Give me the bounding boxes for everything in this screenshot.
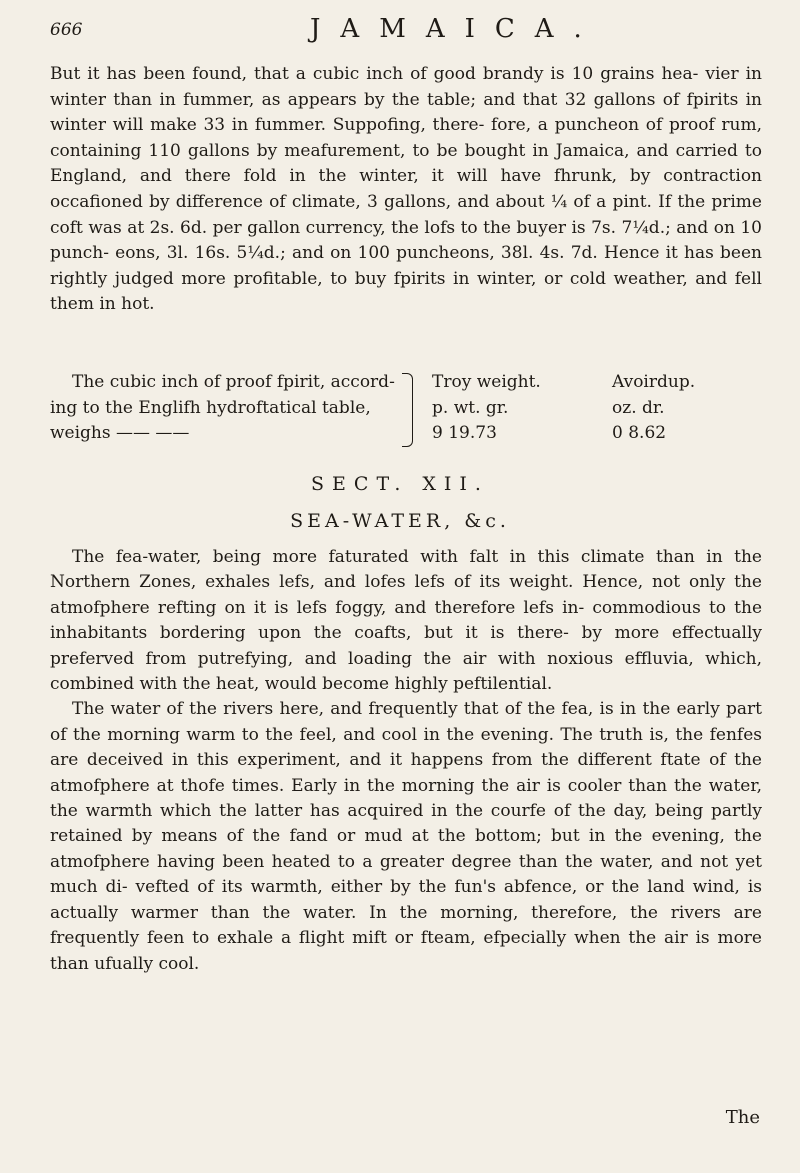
troy-values: 9 19.73 bbox=[432, 423, 497, 444]
table-line-3: weighs —— —— bbox=[50, 423, 190, 444]
troy-units: p. wt. gr. bbox=[432, 397, 509, 418]
catchword: The bbox=[725, 1107, 760, 1128]
troy-header: Troy weight. bbox=[432, 372, 541, 392]
table-line-2: ing to the Englifh hydroftatical table, bbox=[50, 397, 371, 418]
page-header bbox=[50, 10, 760, 50]
intro-paragraph: But it has been found, that a cubic inch of good brandy is 10 grains hea- vier in winter than in fummer, as appears by the table; and that 32 gallons of fpirits in winter will make 33 in fummer. Suppofing, there- fore, a puncheon of proof rum, containing 110 gallons by meafurement, to be bought in Jamaica, and carried to England, and there fold in the winter, it will have fhrunk, by contraction occafioned by difference of climate, 3 gallons, and about ¼ of a pint. If the prime coft was at 2s. 6d. per gallon currency, the lofs to the buyer is 7s. 7¼d.; and on 10 punch- eons, 3l. 16s. 5¼d.; and on 100 puncheons, 38l. 4s. 7d. Hence it has been rightly judged more profitable, to buy fpirits in winter, or cold weather, and fell them in hot. bbox=[50, 64, 762, 315]
section-paragraph-1: The fea-water, being more faturated with falt in this climate than in the Northern Zones, exhales lefs, and lofes lefs of its weight. Hence, not only the atmofphere refting on it is lefs foggy, and therefore lefs in- commodious to the inhabitants bordering upon the coafts, but it is there- by more effectually preferved from putrefying, and loading the air with noxious effluvia, which, combined with the heat, would become highly peftilential. bbox=[50, 547, 762, 695]
table-description bbox=[50, 370, 420, 447]
weight-table bbox=[50, 370, 762, 470]
troy-column bbox=[432, 370, 592, 447]
avoirdupois-column bbox=[612, 370, 762, 447]
section-number: SECT. XII. bbox=[311, 473, 489, 495]
page-number: 666 bbox=[50, 20, 83, 40]
section-text bbox=[50, 545, 762, 977]
section-title: SEA-WATER, &c. bbox=[290, 510, 510, 532]
section-paragraph-2: The water of the rivers here, and frequently that of the fea, is in the early part of the morning warm to the feel, and cool in the evening. The truth is, the fenfes are deceived in this experiment, and it happens from the different ftate of the atmofphere at thofe times. Early in the morning the air is cooler than the water, the warmth which the latter has acquired in the courfe of the day, being partly retained by means of the fand or mud at the bottom; but in the evening, the atmofphere having been heated to a greater degree than the water, and not yet much di- vefted of its warmth, either by the fun's abfence, or the land wind, is actually warmer than the water. In the morning, therefore, the rivers are frequently feen to exhale a flight mift or fteam, efpecially when the air is more than ufually cool. bbox=[50, 699, 762, 974]
avoir-values: 0 8.62 bbox=[612, 423, 667, 444]
running-head: JAMAICA. bbox=[310, 14, 602, 44]
avoir-units: oz. dr. bbox=[612, 397, 665, 418]
avoir-header: Avoirdup. bbox=[612, 372, 696, 392]
intro-text bbox=[50, 62, 762, 318]
brace-icon bbox=[402, 373, 413, 447]
table-line-1: The cubic inch of proof fpirit, accord- bbox=[72, 372, 395, 392]
